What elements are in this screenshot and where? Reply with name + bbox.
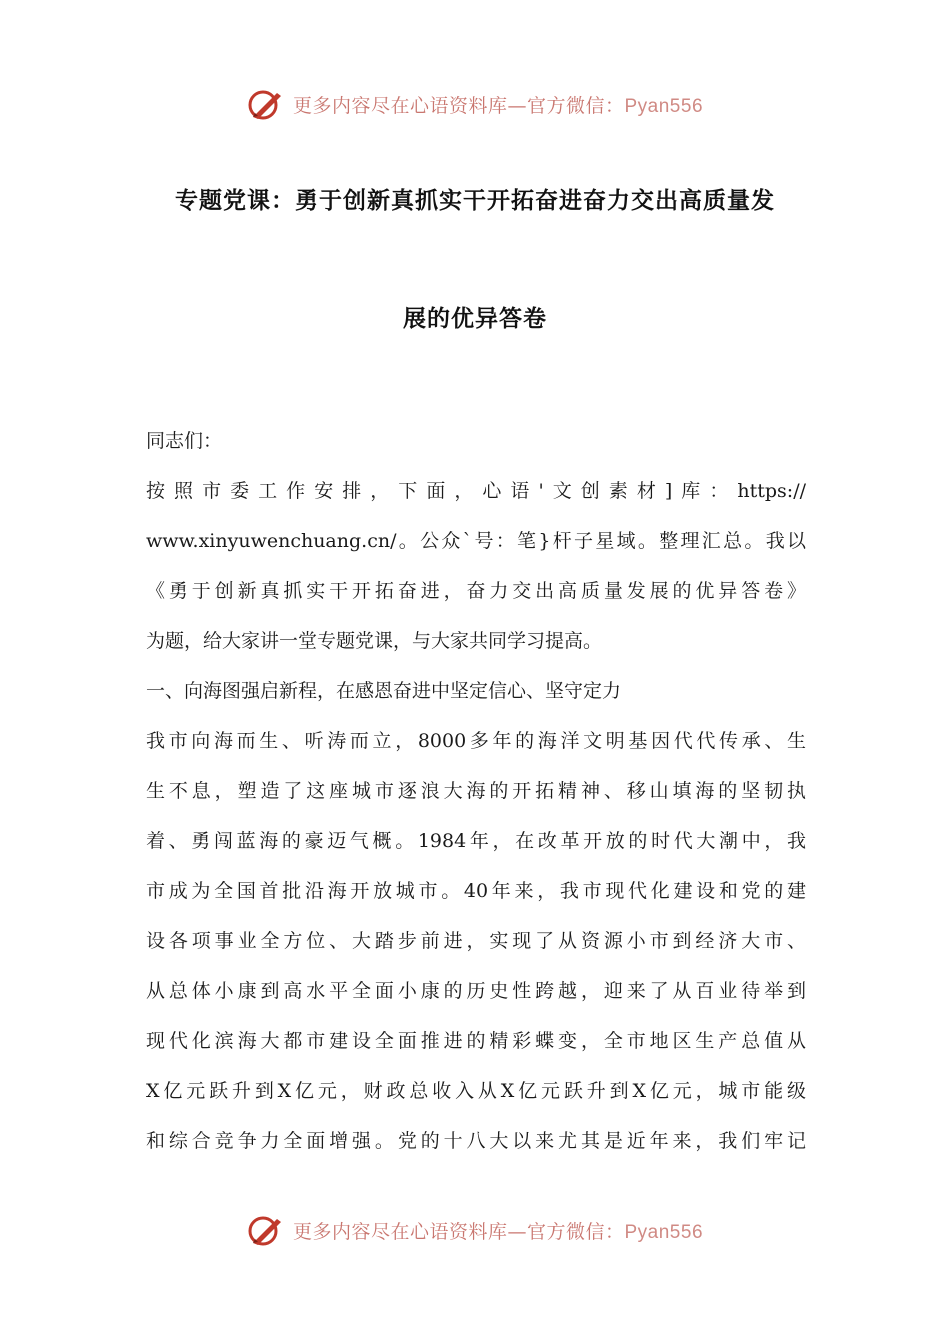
paragraph-line: www.xinyuwenchuang.cn/。公众`号：笔}杆子星域。整理汇总。我以 <box>146 530 806 552</box>
pen-logo-icon <box>247 1213 285 1247</box>
pen-logo-icon <box>247 87 285 121</box>
document-body <box>146 416 806 1166</box>
paragraph-line: 《勇于创新真抓实干开拓奋进，奋力交出高质量发展的优异答卷》 <box>146 580 806 602</box>
paragraph-line: 和综合竞争力全面增强。党的十八大以来尤其是近年来，我们牢记 <box>146 1130 806 1152</box>
paragraph-line: 按照市委工作安排，下面，心语'文创素材]库：https:// <box>146 480 806 502</box>
document-title-line-1: 专题党课：勇于创新真抓实干开拓奋进奋力交出高质量发 <box>175 188 775 214</box>
footer-watermark <box>0 1210 950 1250</box>
paragraph-line: 为题，给大家讲一堂专题党课，与大家共同学习提高。 <box>146 630 603 652</box>
paragraph-line: 我市向海而生、听涛而立，8000多年的海洋文明基因代代传承、生 <box>146 730 806 752</box>
watermark-text: 更多内容尽在心语资料库—官方微信：Pyan556 <box>292 94 704 117</box>
paragraph-line: 生不息，塑造了这座城市逐浪大海的开拓精神、移山填海的坚韧执 <box>146 780 806 802</box>
wechat-id: Pyan556 <box>624 1221 704 1243</box>
section-heading: 一、向海图强启新程，在感恩奋进中坚定信心、坚守定力 <box>146 680 622 702</box>
wechat-id: Pyan556 <box>624 95 704 117</box>
salutation: 同志们： <box>146 430 223 452</box>
paragraph-line: 现代化滨海大都市建设全面推进的精彩蝶变，全市地区生产总值从 <box>146 1030 806 1052</box>
paragraph-line: 设各项事业全方位、大踏步前进，实现了从资源小市到经济大市、 <box>146 930 806 952</box>
paragraph-line: 市成为全国首批沿海开放城市。40年来，我市现代化建设和党的建 <box>146 880 806 902</box>
paragraph-line: 着、勇闯蓝海的豪迈气概。1984年，在改革开放的时代大潮中，我 <box>146 830 806 852</box>
paragraph-line: 从总体小康到高水平全面小康的历史性跨越，迎来了从百业待举到 <box>146 980 806 1002</box>
paragraph-line: X亿元跃升到X亿元，财政总收入从X亿元跃升到X亿元，城市能级 <box>146 1080 806 1102</box>
watermark-text: 更多内容尽在心语资料库—官方微信：Pyan556 <box>292 1220 704 1243</box>
document-title-line-2: 展的优异答卷 <box>403 306 547 332</box>
header-watermark <box>0 84 950 124</box>
